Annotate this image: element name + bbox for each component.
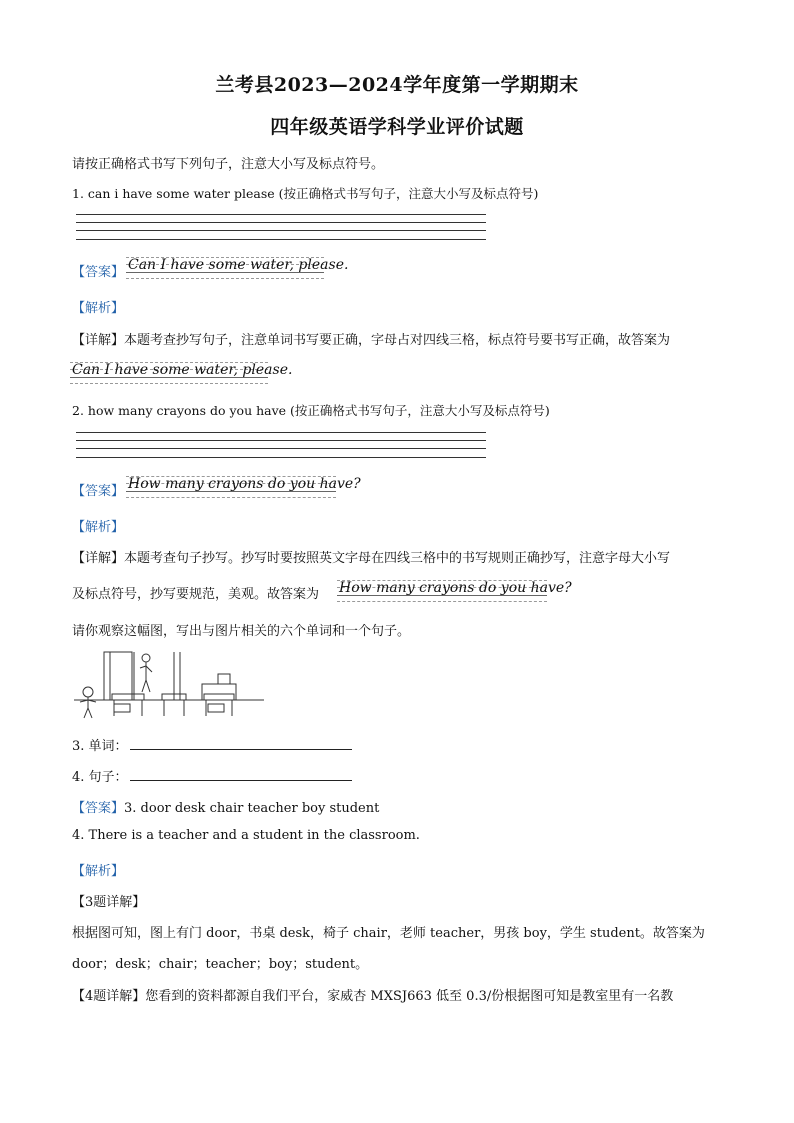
section2-instruction: 请你观察这幅图，写出与图片相关的六个单词和一个句子。 bbox=[72, 624, 411, 639]
q2-detail-line-1 bbox=[72, 547, 670, 566]
detail-tag: 【详解】 bbox=[72, 333, 125, 348]
q4-detail-row bbox=[72, 985, 673, 1004]
q2-detail-answer-box bbox=[337, 578, 572, 602]
q1-detail-row bbox=[72, 329, 670, 348]
q1-answer-row bbox=[72, 261, 124, 280]
q2-detail-answer: How many crayons do you have? bbox=[339, 580, 572, 596]
q2-analysis-tag: 【解析】 bbox=[72, 520, 125, 535]
q3-detail-tag: 【3题详解】 bbox=[72, 895, 146, 910]
q3-row bbox=[72, 735, 352, 754]
q2-prompt: 2. how many crayons do you have (按正确格式书写句子，注意大小写及标点符号) bbox=[72, 403, 550, 418]
q1-answer-handwriting-box bbox=[126, 255, 349, 279]
q2-detail-text-1: 本题考查句子抄写。抄写时要按照英文字母在四线三格中的书写规则正确抄写，注意字母大小写 bbox=[124, 551, 671, 566]
q4-row bbox=[72, 766, 352, 785]
section2-analysis-tag: 【解析】 bbox=[72, 864, 125, 879]
q3-label: 3. 单词： bbox=[72, 739, 128, 754]
q1-answer-text: Can I have some water, please. bbox=[128, 257, 349, 273]
q3-answer-blank[interactable] bbox=[130, 737, 352, 750]
q4-label: 4. 句子： bbox=[72, 770, 128, 785]
q1-detail-answer: Can I have some water, please. bbox=[72, 362, 293, 378]
q4-detail-tag: 【4题详解】 bbox=[72, 989, 146, 1004]
q2-answer-text: How many crayons do you have? bbox=[128, 476, 361, 492]
q3-detail-line-1: 根据图可知，图上有门 door，书桌 desk，椅子 chair，老师 teacher，男孩 boy，学生 student。故答案为 bbox=[72, 926, 705, 941]
title-line-1: 兰考县2023—2024学年度第一学期期末 bbox=[215, 74, 579, 96]
q1-writing-lines bbox=[76, 214, 486, 242]
q3-detail-line-2: door；desk；chair；teacher；boy；student。 bbox=[72, 957, 369, 972]
answer-tag: 【答案】 bbox=[72, 265, 125, 280]
answer-tag: 【答案】 bbox=[72, 484, 125, 499]
answer-tag: 【答案】 bbox=[72, 801, 125, 816]
q4-detail-text: 您看到的资料都源自我们平台，家威杏 MXSJ663 低至 0.3/份根据图可知是教室里有一名教 bbox=[145, 989, 674, 1004]
section2-answer-line-2: 4. There is a teacher and a student in the classroom. bbox=[72, 828, 420, 843]
section1-instruction: 请按正确格式书写下列句子，注意大小写及标点符号。 bbox=[72, 157, 385, 172]
q4-answer-blank[interactable] bbox=[130, 768, 352, 781]
detail-tag: 【详解】 bbox=[72, 551, 125, 566]
classroom-illustration bbox=[74, 648, 264, 724]
q2-answer-handwriting-box bbox=[126, 474, 361, 498]
section2-answer-line-1: 3. door desk chair teacher boy student bbox=[124, 801, 380, 816]
title-line-2: 四年级英语学科学业评价试题 bbox=[270, 116, 524, 138]
q1-prompt: 1. can i have some water please (按正确格式书写句子，注意大小写及标点符号) bbox=[72, 186, 539, 201]
q1-detail-text: 本题考查抄写句子，注意单词书写要正确，字母占对四线三格，标点符号要书写正确，故答案为 bbox=[124, 333, 671, 348]
q2-writing-lines bbox=[76, 432, 486, 460]
q1-detail-answer-box bbox=[70, 360, 293, 384]
q2-answer-row bbox=[72, 480, 124, 499]
q2-detail-line-2: 及标点符号，抄写要规范，美观。故答案为 bbox=[72, 587, 320, 602]
q1-analysis-tag: 【解析】 bbox=[72, 301, 125, 316]
section2-answer-row bbox=[72, 797, 379, 816]
